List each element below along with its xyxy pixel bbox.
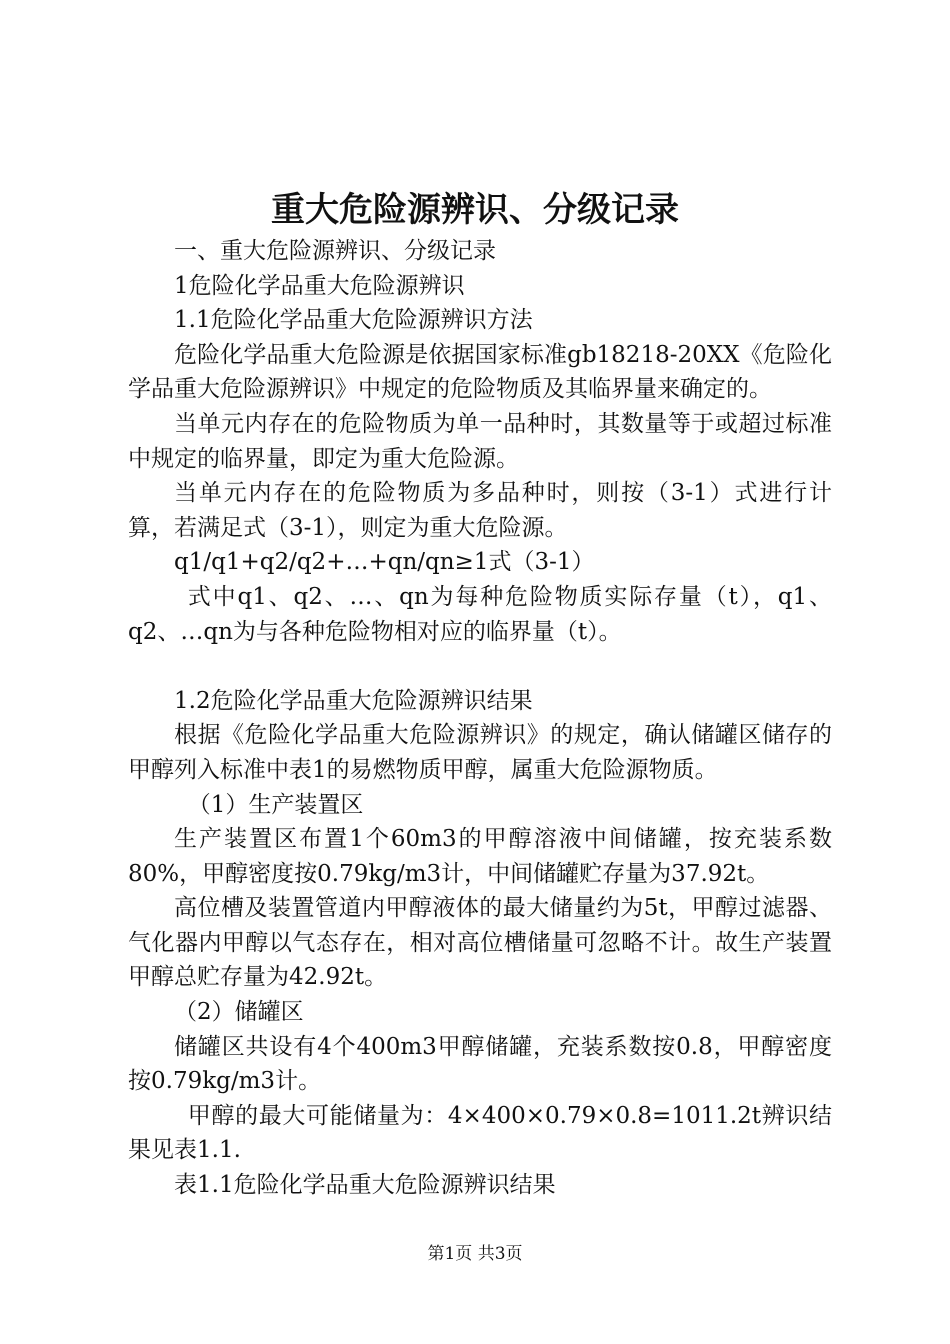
item-heading: （1）生产装置区 xyxy=(187,791,364,818)
formula-line: q1/q1+q2/q2+…+qn/qn≥1式（3-1） xyxy=(174,549,595,576)
body-paragraph: 危险化学品重大危险源是依据国家标准gb18218-20XX《危险化学品重大危险源辨识》中规定的危险物质及其临界量来确定的。 xyxy=(128,341,832,403)
body-paragraph: 生产装置区布置1个60m3的甲醇溶液中间储罐，按充装系数80%，甲醇密度按0.79kg/m3计，中间储罐贮存量为37.92t。 xyxy=(128,826,832,887)
subsection-heading: 1.2危险化学品重大危险源辨识结果 xyxy=(174,687,533,714)
body-paragraph: 根据《危险化学品重大危险源辨识》的规定，确认储罐区储存的甲醇列入标准中表1的易燃物质甲醇，属重大危险源物质。 xyxy=(128,722,832,783)
body-paragraph: 甲醇的最大可能储量为：4×400×0.79×0.8=1011.2t辨识结果见表1.1. xyxy=(128,1102,832,1164)
section-heading: 一、重大危险源辨识、分级记录 xyxy=(174,238,496,264)
blank-line xyxy=(128,649,832,684)
document-body xyxy=(128,234,832,1203)
body-paragraph: 当单元内存在的危险物质为多品种时，则按（3-1）式进行计算，若满足式（3-1），则定为重大危险源。 xyxy=(128,480,832,541)
body-paragraph: 储罐区共设有4个400m3甲醇储罐，充装系数按0.8，甲醇密度按0.79kg/m3计。 xyxy=(128,1033,832,1095)
body-paragraph: 高位槽及装置管道内甲醇液体的最大储量约为5t，甲醇过滤器、气化器内甲醇以气态存在，相对高位槽储量可忽略不计。故生产装置甲醇总贮存量为42.92t。 xyxy=(128,895,832,991)
body-paragraph: 式中q1、q2、…、qn为每种危险物质实际存量（t），q1、q2、…qn为与各种危险物相对应的临界量（t）。 xyxy=(128,583,832,645)
body-paragraph: 当单元内存在的危险物质为单一品种时，其数量等于或超过标准中规定的临界量，即定为重大危险源。 xyxy=(128,410,832,472)
table-caption: 表1.1危险化学品重大危险源辨识结果 xyxy=(174,1172,556,1199)
item-heading: （2）储罐区 xyxy=(174,999,304,1026)
subsection-heading: 1危险化学品重大危险源辨识 xyxy=(174,272,465,299)
document-title: 重大危险源辨识、分级记录 xyxy=(271,190,679,230)
subsection-heading: 1.1危险化学品重大危险源辨识方法 xyxy=(174,307,533,334)
page-footer: 第1页 共3页 xyxy=(427,1244,523,1264)
